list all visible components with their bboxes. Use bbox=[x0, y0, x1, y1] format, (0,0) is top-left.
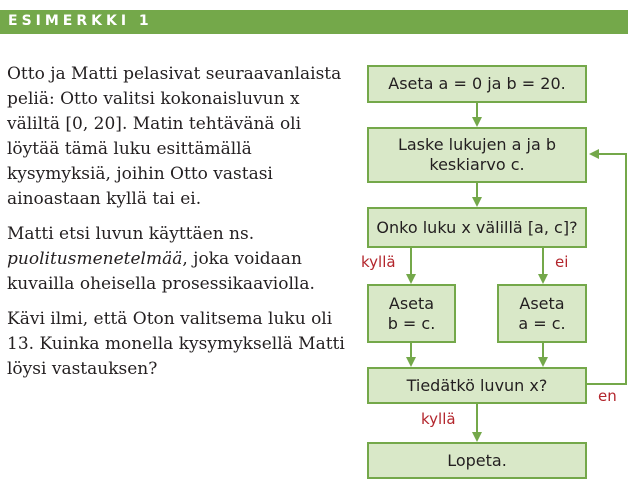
box-set-a: Aseta a = c. bbox=[497, 284, 587, 343]
label-no-right: ei bbox=[555, 253, 569, 271]
box-compute-mean: Laske lukujen a ja b keskiarvo c. bbox=[367, 127, 587, 183]
paragraph-1: Otto ja Matti pelasivat seuraavanlaista peliä: Otto valitsi kokonaisluvun x väliltä [0, 20]. Matin tehtävänä oli löytää tämä luku esittämällä kysymyksiä, joihin Otto vastasi ainoastaan kyllä tai ei. bbox=[7, 64, 342, 209]
box-know: Tiedätkö luvun x? bbox=[367, 367, 587, 404]
arrow-loop-back bbox=[587, 154, 626, 384]
paragraph-3: Kävi ilmi, että Oton valitsema luku oli 13. Kuinka monella kysymyksellä Matti löysi vastauksen? bbox=[7, 309, 345, 379]
example-title: ESIMERKKI 1 bbox=[8, 13, 153, 29]
box-question: Onko luku x välillä [a, c]? bbox=[367, 207, 587, 248]
box-set-b: Aseta b = c. bbox=[367, 284, 456, 343]
label-yes-bottom: kyllä bbox=[421, 410, 456, 428]
label-no-loop: en bbox=[598, 387, 617, 405]
paragraph-2: Matti etsi luvun käyttäen ns. puolitusmenetelmää, joka voidaan kuvailla oheisella prosessikaaviolla. bbox=[7, 224, 315, 294]
box-set-ab: Aseta a = 0 ja b = 20. bbox=[367, 65, 587, 103]
box-stop: Lopeta. bbox=[367, 442, 587, 479]
method-term: puolitusmenetelmää bbox=[7, 249, 183, 269]
label-yes-left: kyllä bbox=[361, 253, 396, 271]
